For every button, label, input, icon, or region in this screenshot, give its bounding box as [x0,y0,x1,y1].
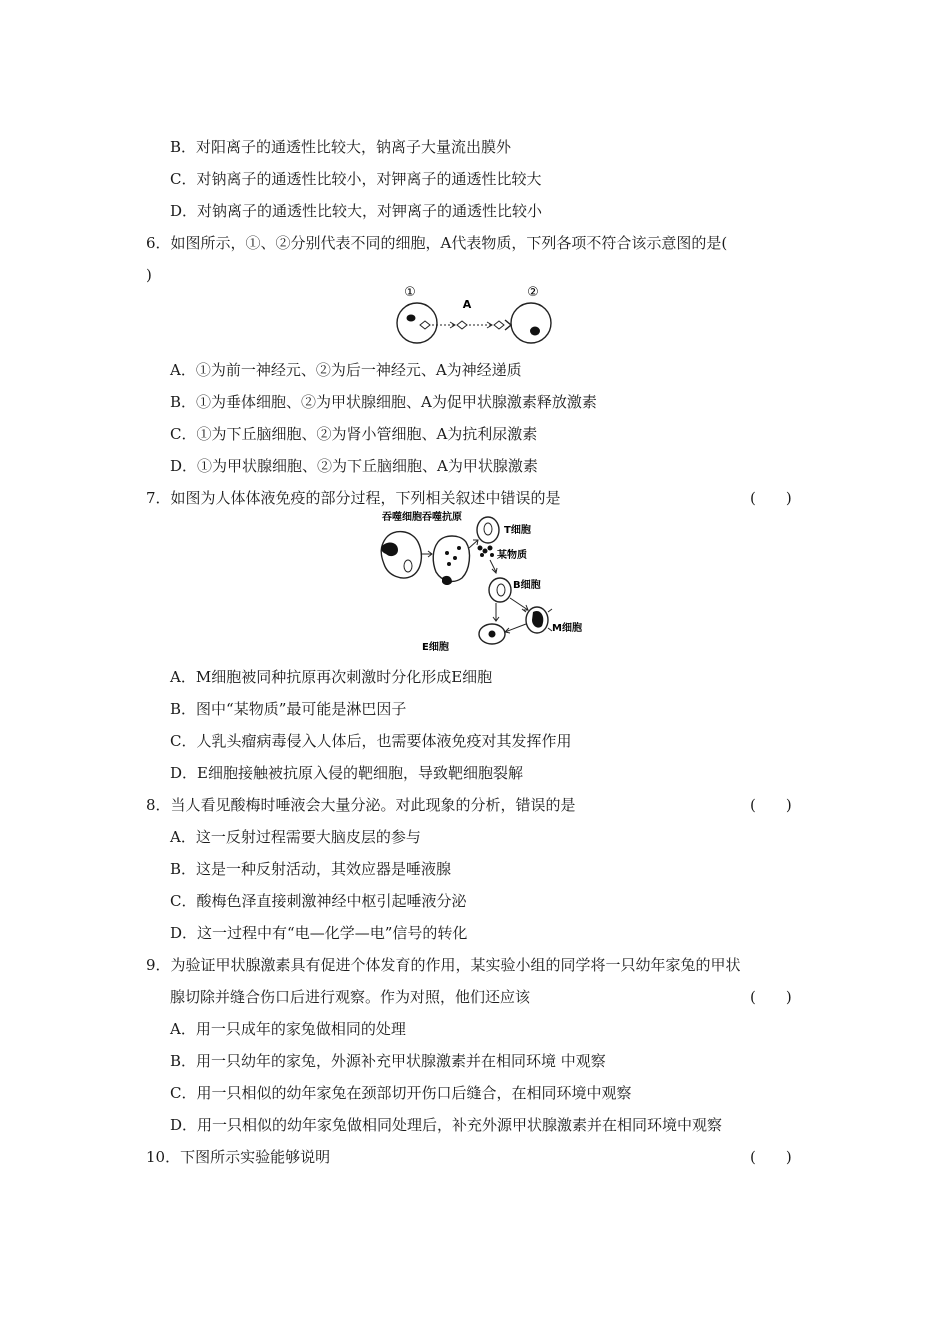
q7-b-cell-label: B细胞 [513,580,541,591]
q7-arrow-6 [505,624,526,632]
q6-arrow-head-3 [505,320,511,330]
q7-arrow-4 [510,598,528,610]
q8-option-c: C．酸梅色泽直接刺激神经中枢引起唾液分泌 [170,892,467,910]
q7-option-c: C．人乳头瘤病毒侵入人体后，也需要体液免疫对其发挥作用 [170,732,572,750]
q6-cell2-label: ② [527,285,539,300]
q8-option-d: D．这一过程中有“电—化学—电”信号的转化 [170,924,468,942]
q7-option-b: B．图中“某物质”最可能是淋巴因子 [170,700,407,718]
q7-phagocyte-label: 吞噬细胞吞噬抗原 [382,512,462,523]
q7-m-cell-receptor [548,609,552,612]
q7-secreted-substance [488,546,493,551]
q6-stem-line2: ) [146,266,152,284]
q6-cell1-nucleus [407,315,416,322]
q7-substance-label: 某物质 [497,550,527,561]
q9-stem-line2: 腺切除并缝合伤口后进行观察。作为对照，他们还应该 [170,988,531,1006]
q7-m-cell-label: M细胞 [552,623,582,634]
q7-secreted-substance [483,549,488,554]
q6-cell2-nucleus [530,327,540,336]
q7-figure [372,508,602,653]
q9-option-a: A．用一只成年的家兔做相同的处理 [170,1020,406,1038]
q7-secreted-substance [480,553,484,557]
q7-stem: 7．如图为人体体液免疫的部分过程，下列相关叙述中错误的是 [146,489,561,507]
q6-option-d: D．①为甲状腺细胞、②为下丘脑细胞、A为甲状腺激素 [170,457,538,475]
q8-option-b: B．这是一种反射活动，其效应器是唾液腺 [170,860,452,878]
q7-antigen-fragment [453,556,457,560]
q6-option-b: B．①为垂体细胞、②为甲状腺细胞、A为促甲状腺激素释放激素 [170,393,597,411]
q9-option-b: B．用一只幼年的家兔，外源补充甲状腺激素并在相同环境 中观察 [170,1052,606,1070]
q6-figure [390,282,560,350]
q5-option-b: B．对阳离子的通透性比较大，钠离子大量流出膜外 [170,138,512,156]
q7-option-d: D．E细胞接触被抗原入侵的靶细胞，导致靶细胞裂解 [170,764,523,782]
q7-b-cell [489,578,511,602]
q8-option-a: A．这一反射过程需要大脑皮层的参与 [170,828,421,846]
q7-antigen-fragment [457,546,461,550]
q7-t-cell-label: T细胞 [504,525,531,536]
q7-secreted-substance [490,553,494,557]
q6-option-a: A．①为前一神经元、②为后一神经元、A为神经递质 [170,361,522,379]
q6-substance-diamond-2 [457,321,467,329]
q6-cell1 [397,303,437,343]
q6-cell2 [511,303,551,343]
q9-answer-paren: ( ) [750,988,792,1006]
q5-option-d: D．对钠离子的通透性比较大，对钾离子的通透性比较小 [170,202,543,220]
q6-option-c: C．①为下丘脑细胞、②为肾小管细胞、A为抗利尿激素 [170,425,538,443]
q7-e-cell-nucleus [489,631,496,638]
q7-antigen-fragment [445,551,449,555]
q7-antigen-fragment [447,562,451,566]
q6-cell1-label: ① [404,285,416,300]
q6-substance-diamond-3 [494,321,504,329]
q8-stem: 8．当人看见酸梅时唾液会大量分泌。对此现象的分析，错误的是 [146,796,576,814]
q10-stem: 10．下图所示实验能够说明 [146,1148,331,1166]
q7-option-a: A．M细胞被同种抗原再次刺激时分化形成E细胞 [170,668,493,686]
q6-substance-label: A [462,298,472,311]
q7-presented-antigen [442,576,452,585]
q7-b-cell-nucleus [497,584,505,596]
q7-answer-paren: ( ) [750,489,792,507]
q7-phagocyte-nucleus [404,560,412,572]
q9-stem-line1: 9．为验证甲状腺激素具有促进个体发育的作用，某实验小组的同学将一只幼年家兔的甲状 [146,956,741,974]
q9-option-c: C．用一只相似的幼年家兔在颈部切开伤口后缝合，在相同环境中观察 [170,1084,632,1102]
q8-answer-paren: ( ) [750,796,792,814]
q7-secreted-substance [478,546,483,551]
q7-phagocyte-processing [433,536,469,581]
q6-stem-line1: 6．如图所示，①、②分别代表不同的细胞，A代表物质，下列各项不符合该示意图的是( [146,234,728,252]
q5-option-c: C．对钠离子的通透性比较小，对钾离子的通透性比较大 [170,170,542,188]
q10-answer-paren: ( ) [750,1148,792,1166]
q7-t-cell-nucleus [484,523,492,535]
q7-arrow-2 [469,540,478,548]
q7-m-cell-nucleus [532,611,543,628]
q7-e-cell-label: E细胞 [422,642,449,653]
q9-option-d: D．用一只相似的幼年家兔做相同处理后，补充外源甲状腺激素并在相同环境中观察 [170,1116,723,1134]
q7-antigen-blob [381,543,398,557]
q6-substance-diamond-1 [420,321,430,329]
q7-t-cell [477,517,499,543]
